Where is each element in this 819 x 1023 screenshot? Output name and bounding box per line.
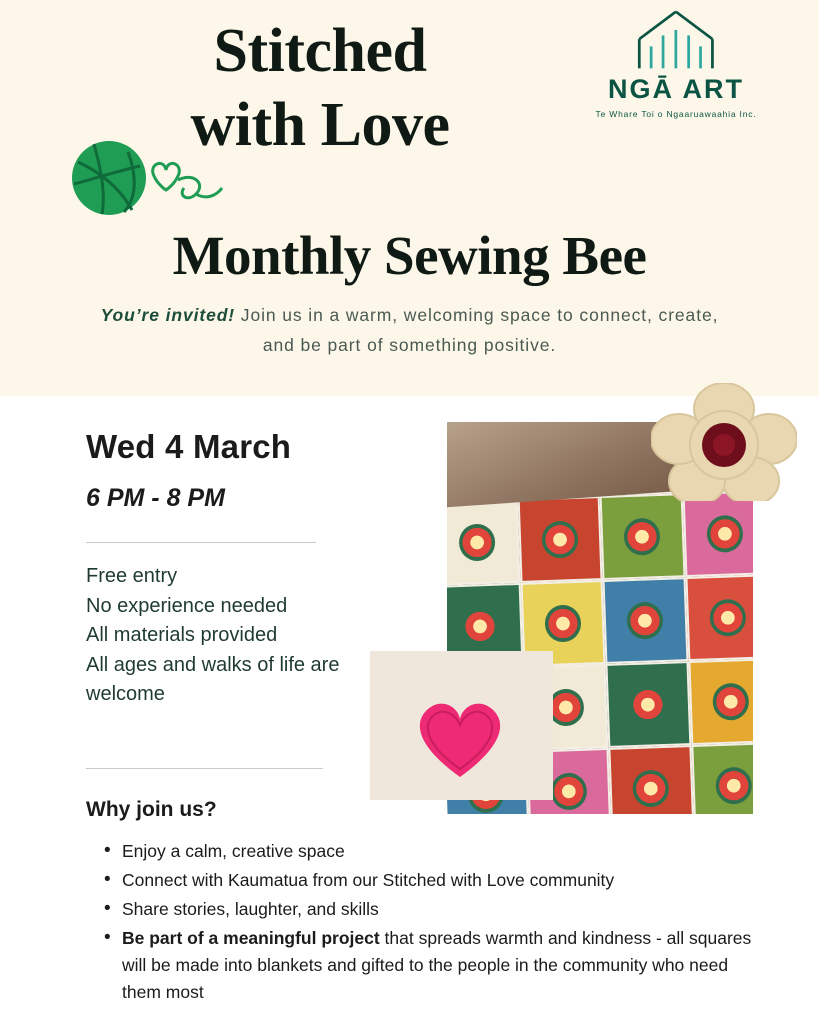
blanket-square: [600, 493, 685, 580]
invite-body: Join us in a warm, welcoming space to connect, create, and be part of something positive.: [235, 305, 719, 355]
blanket-square: [688, 658, 753, 745]
blanket-square: [447, 499, 520, 586]
blanket-square: [682, 490, 753, 577]
blanket-square: [603, 577, 688, 664]
fact-item: No experience needed: [86, 594, 288, 617]
title-line-1: Stitched: [213, 17, 427, 85]
yarn-ball-icon: [66, 136, 231, 221]
event-facts: [86, 562, 346, 710]
list-item: • Connect with Kaumatua from our Stitched with Love community: [100, 867, 760, 894]
heart-photo: [370, 651, 553, 800]
why-join-heading: Why join us?: [86, 798, 217, 821]
logo-mark-icon: [621, 8, 731, 72]
poster-subtitle: Monthly Sewing Bee: [172, 225, 647, 286]
title-line-2: with Love: [190, 91, 450, 159]
blanket-square: [608, 745, 693, 814]
list-item: • Enjoy a calm, creative space: [100, 838, 760, 865]
invite-text: [82, 300, 737, 360]
invite-lead: You’re invited!: [100, 305, 236, 325]
blanket-square: [691, 742, 753, 814]
event-time: 6 PM - 8 PM: [86, 484, 225, 512]
list-item-bold: Be part of a meaningful project: [122, 928, 380, 948]
fact-item: All ages and walks of life are welcome: [86, 653, 340, 705]
logo-name: NGĀ ART: [608, 74, 744, 104]
fact-item: All materials provided: [86, 624, 278, 646]
organisation-logo: [581, 8, 771, 119]
list-item: • Share stories, laughter, and skills: [100, 896, 760, 923]
list-item-rest: that spreads warmth and kindness - all squares will be made into blankets and gifted to the people in the community who need them most: [122, 928, 752, 1002]
blanket-square: [517, 496, 602, 583]
blanket-square: [605, 661, 690, 748]
divider-bottom: [86, 768, 323, 769]
list-item: [100, 925, 760, 1006]
crochet-heart-icon: [408, 689, 512, 781]
logo-tagline: Te Whare Toi o Ngaaruawaahia Inc.: [595, 109, 757, 119]
divider-top: [86, 542, 316, 543]
blanket-square: [685, 574, 753, 661]
event-date: Wed 4 March: [86, 428, 292, 465]
fact-item: Free entry: [86, 565, 178, 587]
crochet-flower-icon: [651, 383, 797, 501]
why-join-list: [100, 838, 760, 1008]
